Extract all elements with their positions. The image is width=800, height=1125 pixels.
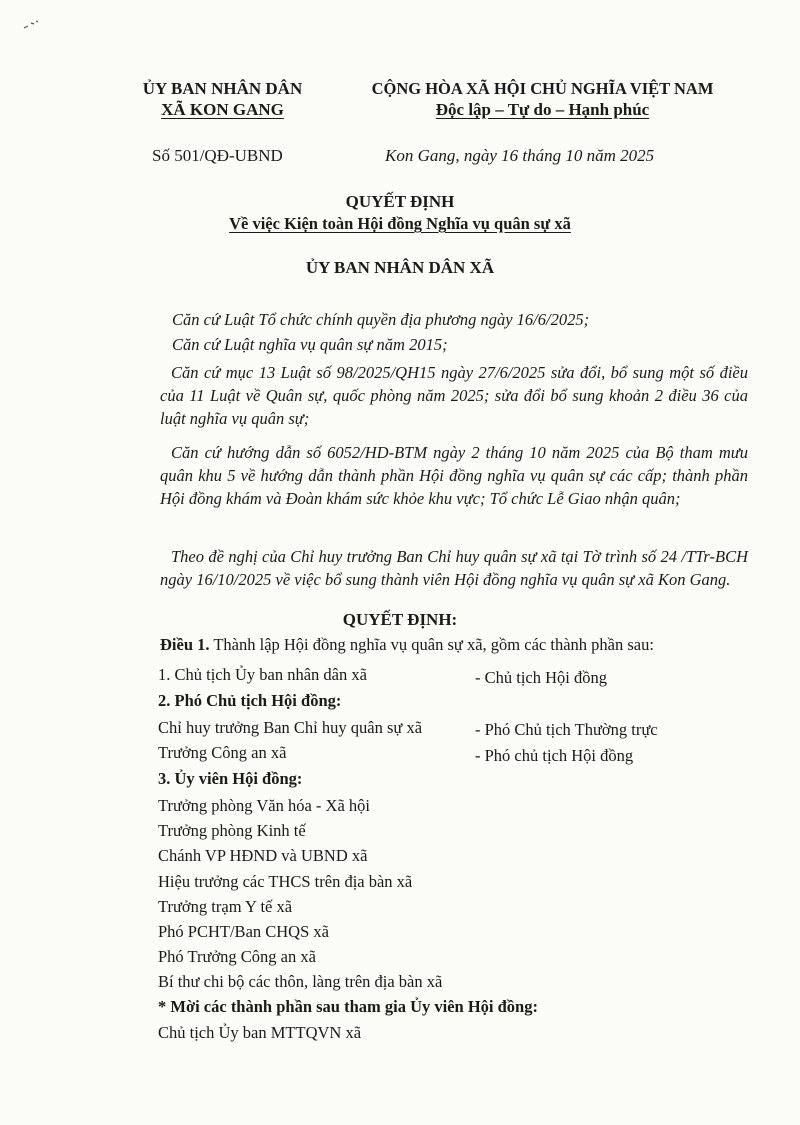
member-item: Bí thư chi bộ các thôn, làng trên địa bàn xã: [158, 972, 443, 991]
agency-commune-text: XÃ KON GANG: [161, 100, 284, 119]
member-item: Trưởng trạm Y tế xã: [158, 897, 293, 916]
decision-heading: QUYẾT ĐỊNH:: [342, 610, 458, 629]
nation-motto-text: Độc lập – Tự do – Hạnh phúc: [435, 100, 650, 119]
invited-member-item: Chủ tịch Ủy ban MTTQVN xã: [158, 1023, 362, 1042]
chair-member: 1. Chủ tịch Ủy ban nhân dân xã: [158, 665, 367, 684]
member-item: Trưởng phòng Kinh tế: [158, 821, 306, 840]
document-number: Số 501/QĐ-UBND: [152, 146, 283, 165]
member-item: Phó Trưởng Công an xã: [158, 947, 316, 966]
proposal-basis: Theo đề nghị của Chỉ huy trưởng Ban Chỉ huy quân sự xã tại Tờ trình số 24 /TTr-BCH ngày 16/10/2025 về việc bổ sung thành viên Hội đồng nghĩa vụ quân sự xã Kon Gang.: [160, 547, 748, 589]
vice-chair-2-member: Trưởng Công an xã: [158, 743, 287, 762]
scan-speck-mark: [22, 18, 42, 32]
vice-chair-2-role: - Phó chủ tịch Hội đồng: [475, 746, 634, 765]
legal-basis-1: Căn cứ Luật Tổ chức chính quyền địa phương ngày 16/6/2025;: [172, 310, 590, 329]
member-item: Chánh VP HĐND và UBND xã: [158, 846, 368, 865]
article-1: [160, 634, 654, 656]
legal-basis-3: Căn cứ mục 13 Luật số 98/2025/QH15 ngày 27/6/2025 sửa đổi, bổ sung một số điều của 11 Luật về Quân sự, quốc phòng năm 2025; sửa đổi bổ sung khoản 2 điều 36 của luật nghĩa vụ quân sự;: [160, 363, 748, 428]
document-title: QUYẾT ĐỊNH: [345, 192, 455, 211]
legal-basis-4: Căn cứ hướng dẫn số 6052/HD-BTM ngày 2 tháng 10 năm 2025 của Bộ tham mưu quân khu 5 về hướng dẫn thành phần Hội đồng nghĩa vụ quân sự các cấp; thành phần Hội đồng khám và Đoàn khám sức khỏe khu vực; Tổ chức Lễ Giao nhận quân;: [160, 443, 748, 508]
member-item: Trưởng phòng Văn hóa - Xã hội: [158, 796, 370, 815]
legal-basis-2: Căn cứ Luật nghĩa vụ quân sự năm 2015;: [172, 335, 448, 354]
member-item: Hiệu trưởng các THCS trên địa bàn xã: [158, 872, 413, 891]
place-date: Kon Gang, ngày 16 tháng 10 năm 2025: [385, 146, 655, 165]
issuing-authority: ỦY BAN NHÂN DÂN XÃ: [305, 258, 495, 277]
vice-chair-1-role: - Phó Chủ tịch Thường trực: [475, 720, 658, 739]
chair-role: - Chủ tịch Hội đồng: [475, 668, 607, 687]
nation-motto: [345, 99, 740, 121]
section-vice-chairs: 2. Phó Chủ tịch Hội đồng:: [158, 691, 342, 710]
article-1-label: Điều 1.: [160, 635, 210, 654]
nation-title: CỘNG HÒA XÃ HỘI CHỦ NGHĨA VIỆT NAM: [371, 79, 714, 98]
section-members: 3. Ủy viên Hội đồng:: [158, 769, 303, 788]
member-item: Phó PCHT/Ban CHQS xã: [158, 922, 329, 941]
article-1-text: Thành lập Hội đồng nghĩa vụ quân sự xã, gồm các thành phần sau:: [213, 635, 654, 654]
agency-commune: [120, 99, 325, 121]
invited-members-heading: * Mời các thành phần sau tham gia Ủy viên Hội đồng:: [158, 997, 538, 1016]
vice-chair-1-member: Chỉ huy trưởng Ban Chỉ huy quân sự xã: [158, 718, 423, 737]
agency-name: ỦY BAN NHÂN DÂN: [142, 79, 303, 98]
document-subject-text: Về việc Kiện toàn Hội đồng Nghĩa vụ quân sự xã: [229, 214, 571, 233]
document-subject: [160, 214, 640, 234]
